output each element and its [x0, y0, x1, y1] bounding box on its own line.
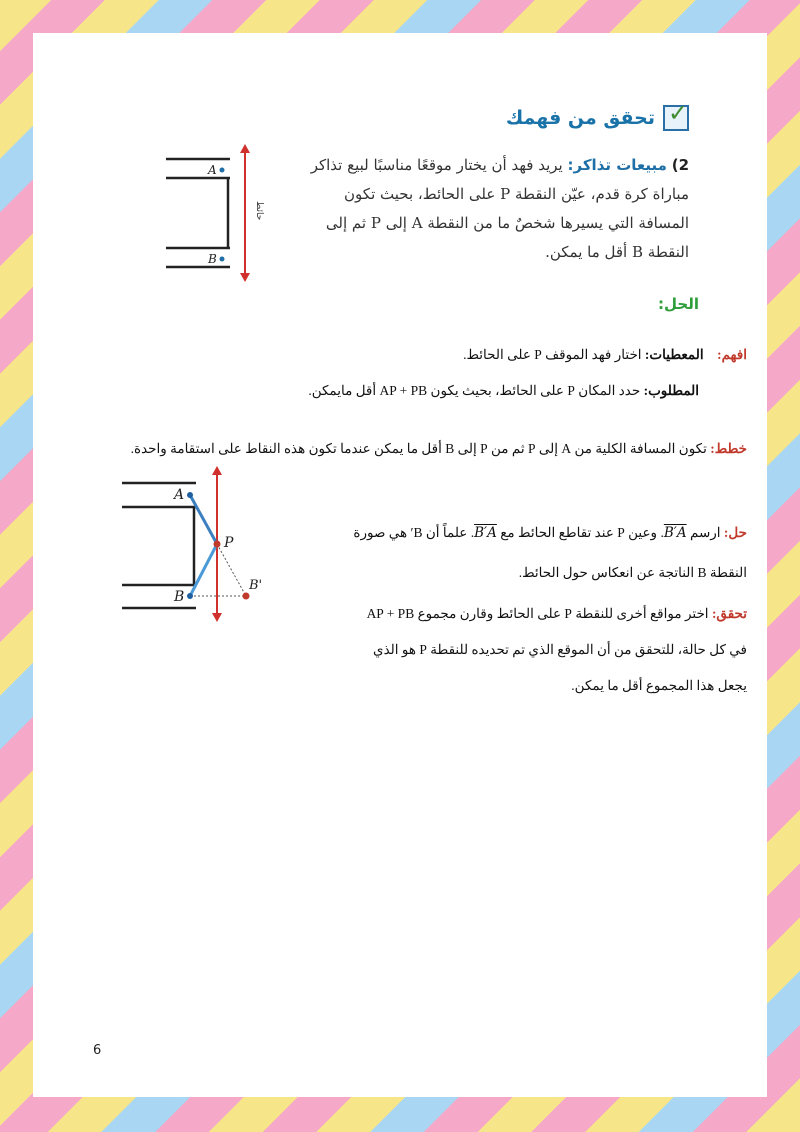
problem-number: 2)	[671, 156, 689, 174]
check-label: تحقق:	[711, 606, 747, 621]
fig2-point-b-prime: B'	[249, 578, 263, 593]
fig2-point-a: A	[174, 487, 185, 503]
page-number: 6	[93, 1043, 102, 1058]
solution-label: الحل:	[658, 295, 699, 313]
solve-segment-1: B′A	[663, 525, 687, 541]
check-text: اختر مواقع أخرى للنقطة P على الحائط وقارن مجموع AP + PB في كل حالة، للتحقق من أن الموقع الذي تم تحديده للنقطة P هو الذي يجعل هذا المجموع أقل ما يمكن.	[366, 606, 747, 693]
givens-text: اختار فهد الموقف P على الحائط.	[463, 347, 642, 362]
section-heading	[505, 99, 689, 131]
required-line	[139, 383, 699, 399]
solve-text-c: . علماً أن B′ هي صورة النقطة B الناتجة عن انعكاس حول الحائط.	[353, 525, 747, 580]
fig1-point-a: A	[208, 163, 217, 177]
stadium-figure-top	[158, 143, 268, 285]
fig1-wall-label: حائط	[254, 201, 264, 221]
givens-label: المعطيات:	[644, 347, 704, 362]
check-paragraph	[352, 596, 747, 704]
understand-label: افهم:	[717, 347, 747, 362]
plan-text: تكون المسافة الكلية من A إلى P ثم من P إلى B أقل ما يمكن عندما تكون هذه النقاط على استقامة واحدة.	[130, 441, 707, 456]
understand-line	[147, 347, 747, 363]
heading-title: تحقق من فهمك	[505, 107, 655, 129]
required-label: المطلوب:	[643, 383, 699, 398]
problem-text: يريد فهد أن يختار موقعًا مناسبًا لبيع تذاكر مباراة كرة قدم، عيّن النقطة P على الحائط، بحيث تكون المسافة التي يسيرها شخصٌ ما من النقطة A إلى P ثم إلى النقطة B أقل ما يمكن.	[310, 156, 689, 261]
solve-segment-2: B′A	[474, 525, 497, 541]
plan-label: خطط:	[710, 441, 747, 456]
fig2-point-p: P	[224, 535, 234, 551]
solve-label: حل:	[723, 525, 747, 540]
solve-paragraph	[352, 513, 747, 593]
fig1-point-b: B	[208, 252, 217, 266]
problem-statement	[309, 151, 689, 267]
reflection-figure	[118, 465, 293, 625]
problem-title: مبيعات تذاكر:	[567, 156, 667, 174]
checkbox-check-icon: ✓	[663, 105, 689, 131]
solve-text-b: . وعين P عند تقاطع الحائط مع	[500, 525, 664, 540]
fig2-point-b: B	[174, 589, 185, 605]
plan-paragraph	[97, 429, 747, 469]
required-text: حدد المكان P على الحائط، بحيث يكون AP + PB أقل مايمكن.	[308, 383, 641, 398]
page	[33, 33, 767, 1097]
solve-text-a: ارسم	[689, 525, 721, 540]
